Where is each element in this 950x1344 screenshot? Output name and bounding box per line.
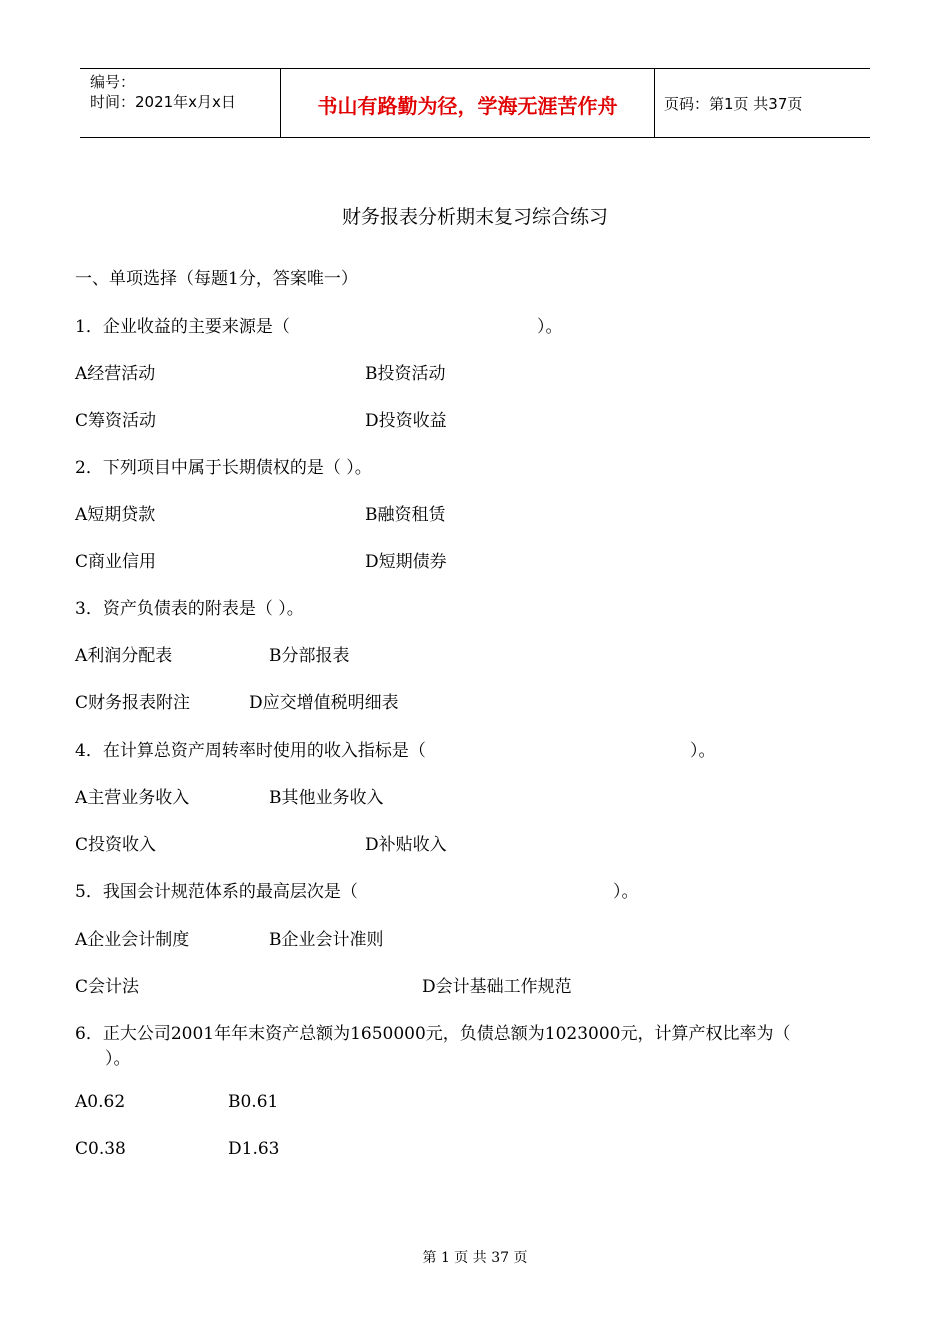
question-4-stem: 4．在计算总资产周转率时使用的收入指标是（ <box>75 741 426 761</box>
question-3-stem: 3．资产负债表的附表是（ ）。 <box>75 599 304 619</box>
question-2-option-a: A短期贷款 <box>75 505 156 525</box>
document-title: 财务报表分析期末复习综合练习 <box>341 206 608 228</box>
question-4-option-d: D补贴收入 <box>365 835 447 855</box>
question-6-option-a: A0.62 <box>75 1092 126 1112</box>
question-5-close: ）。 <box>613 882 639 902</box>
header-middle-cell <box>280 69 655 137</box>
question-5-option-c: C会计法 <box>75 977 140 997</box>
question-1-option-d: D投资收益 <box>365 411 447 431</box>
question-3-option-c: C财务报表附注 <box>75 693 191 713</box>
question-2-option-d: D短期债券 <box>365 552 447 572</box>
question-2-option-c: C商业信用 <box>75 552 157 572</box>
motto-text: 书山有路勤为径，学海无涯苦作舟 <box>317 94 618 118</box>
question-5-option-a: A企业会计制度 <box>75 930 190 950</box>
question-1-close: ）。 <box>537 317 563 337</box>
question-3-option-d: D应交增值税明细表 <box>249 693 399 713</box>
question-2-stem: 2．下列项目中属于长期债权的是（ ）。 <box>75 458 372 478</box>
page-footer: 第 1 页 共 37 页 <box>422 1250 528 1266</box>
question-2-option-b: B融资租赁 <box>365 505 446 525</box>
section-heading: 一、单项选择（每题1分，答案唯一） <box>75 269 358 289</box>
question-1-stem: 1．企业收益的主要来源是（ <box>75 317 290 337</box>
question-4-option-c: C投资收入 <box>75 835 157 855</box>
question-6-option-d: D1.63 <box>228 1139 280 1159</box>
question-1-option-c: C筹资活动 <box>75 411 157 431</box>
question-1-option-a: A经营活动 <box>75 364 156 384</box>
date-label: 时间：2021年x月x日 <box>90 93 236 111</box>
question-5-option-b: B企业会计准则 <box>269 930 384 950</box>
question-5-option-d: D会计基础工作规范 <box>422 977 572 997</box>
page-info: 页码：第1页 共37页 <box>664 95 803 113</box>
question-5-stem: 5．我国会计规范体系的最高层次是（ <box>75 882 358 902</box>
header-right-cell <box>654 69 870 137</box>
question-6-option-b: B0.61 <box>228 1092 279 1112</box>
question-4-option-b: B其他业务收入 <box>269 788 384 808</box>
header-left-cell <box>80 69 280 137</box>
question-1-option-b: B投资活动 <box>365 364 446 384</box>
serial-number-label: 编号： <box>90 73 136 91</box>
question-6-stem-continued: ）。 <box>105 1049 131 1069</box>
question-6-option-c: C0.38 <box>75 1139 126 1159</box>
question-4-close: ）。 <box>690 741 716 761</box>
document-header <box>80 68 870 138</box>
question-4-option-a: A主营业务收入 <box>75 788 190 808</box>
question-3-option-b: B分部报表 <box>269 646 350 666</box>
question-3-option-a: A利润分配表 <box>75 646 173 666</box>
question-6-stem: 6．正大公司2001年年末资产总额为1650000元，负债总额为1023000元，计算产权比率为（ <box>75 1024 791 1044</box>
